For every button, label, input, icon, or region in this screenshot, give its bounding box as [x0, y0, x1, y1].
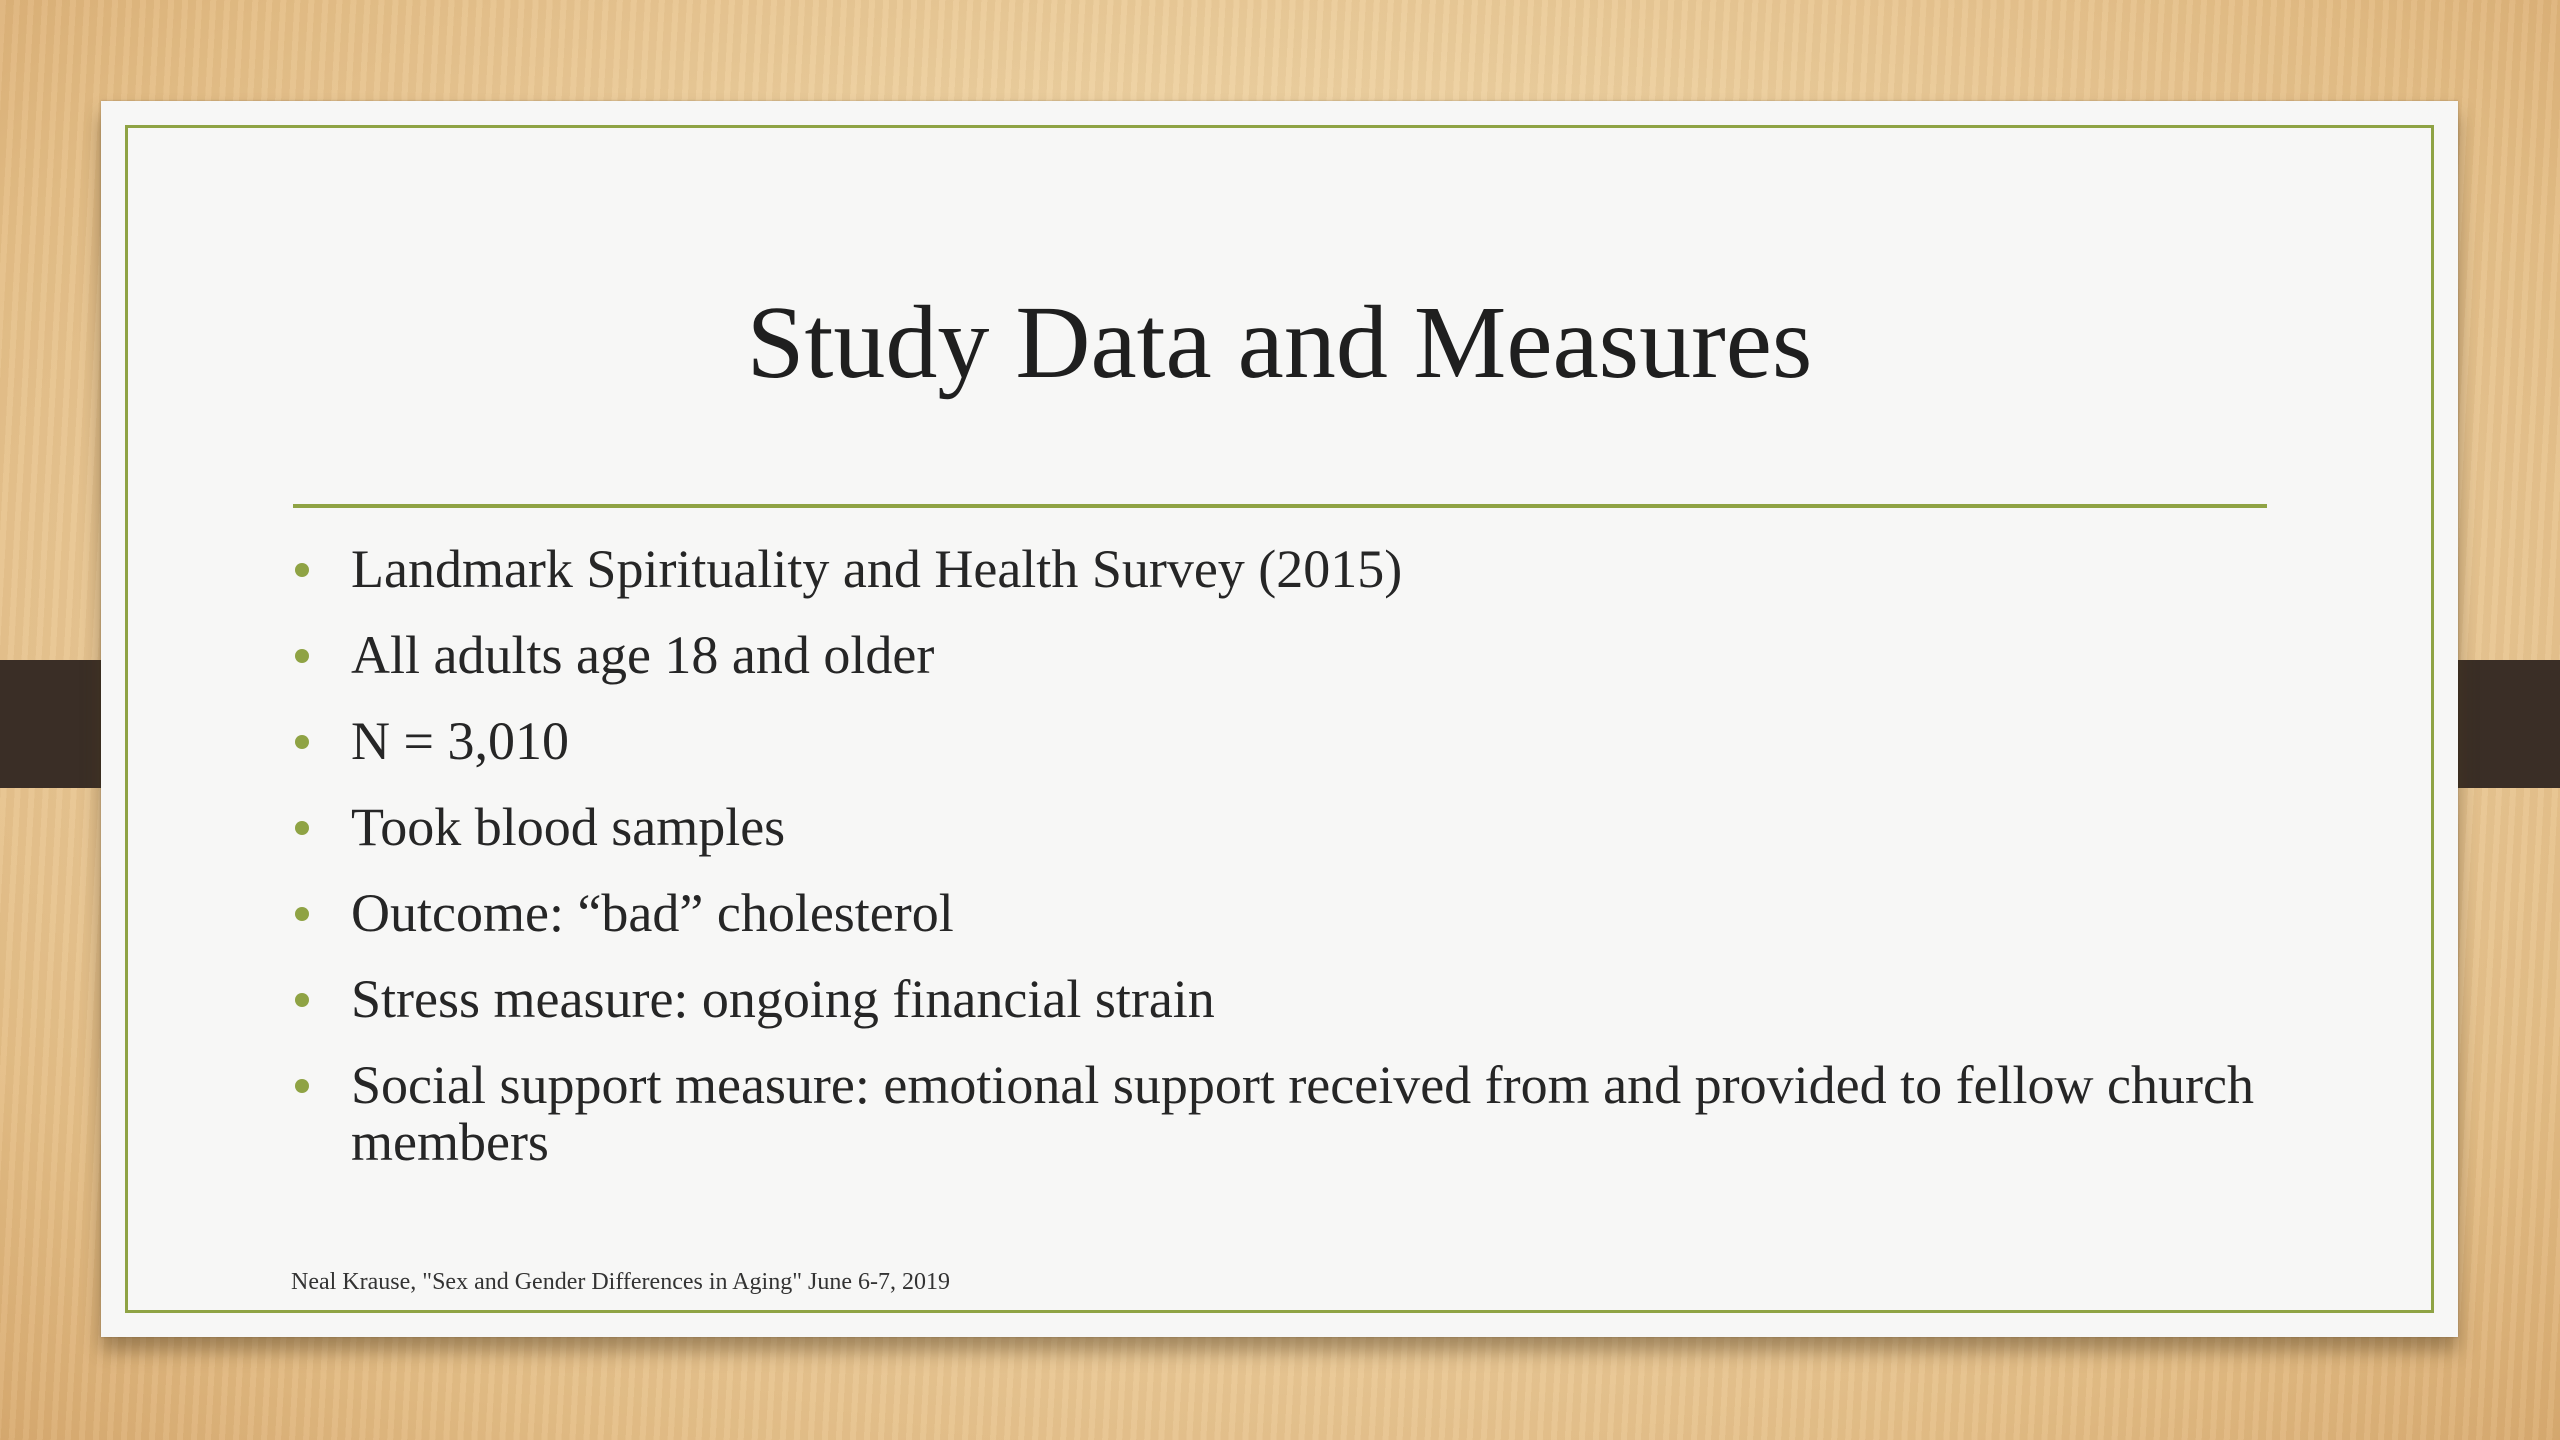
bullet-item	[293, 1057, 2283, 1171]
bullet-dot-icon	[295, 821, 309, 835]
bullet-list	[293, 541, 2283, 1200]
title-divider	[293, 504, 2267, 508]
bullet-dot-icon	[295, 563, 309, 577]
slide-title: Study Data and Measures	[746, 285, 1813, 400]
bullet-item	[293, 541, 2283, 598]
bullet-item	[293, 627, 2283, 684]
bullet-dot-icon	[295, 993, 309, 1007]
bullet-dot-icon	[295, 735, 309, 749]
bullet-text: Landmark Spirituality and Health Survey (2015)	[351, 539, 1403, 599]
slide-footer: Neal Krause, "Sex and Gender Differences in Aging" June 6-7, 2019	[291, 1269, 950, 1295]
bullet-text: Outcome: “bad” cholesterol	[351, 883, 954, 943]
slide	[101, 101, 2458, 1337]
bullet-text: Stress measure: ongoing financial strain	[351, 969, 1215, 1029]
bullet-dot-icon	[295, 649, 309, 663]
bullet-text: N = 3,010	[351, 711, 569, 771]
bullet-text: Took blood samples	[351, 797, 786, 857]
bullet-text: All adults age 18 and older	[351, 625, 935, 685]
bullet-text: Social support measure: emotional support received from and provided to fellow church members	[351, 1055, 2254, 1172]
bullet-dot-icon	[295, 1079, 309, 1093]
bullet-item	[293, 713, 2283, 770]
bullet-item	[293, 971, 2283, 1028]
bullet-dot-icon	[295, 907, 309, 921]
bullet-item	[293, 885, 2283, 942]
bullet-item	[293, 799, 2283, 856]
